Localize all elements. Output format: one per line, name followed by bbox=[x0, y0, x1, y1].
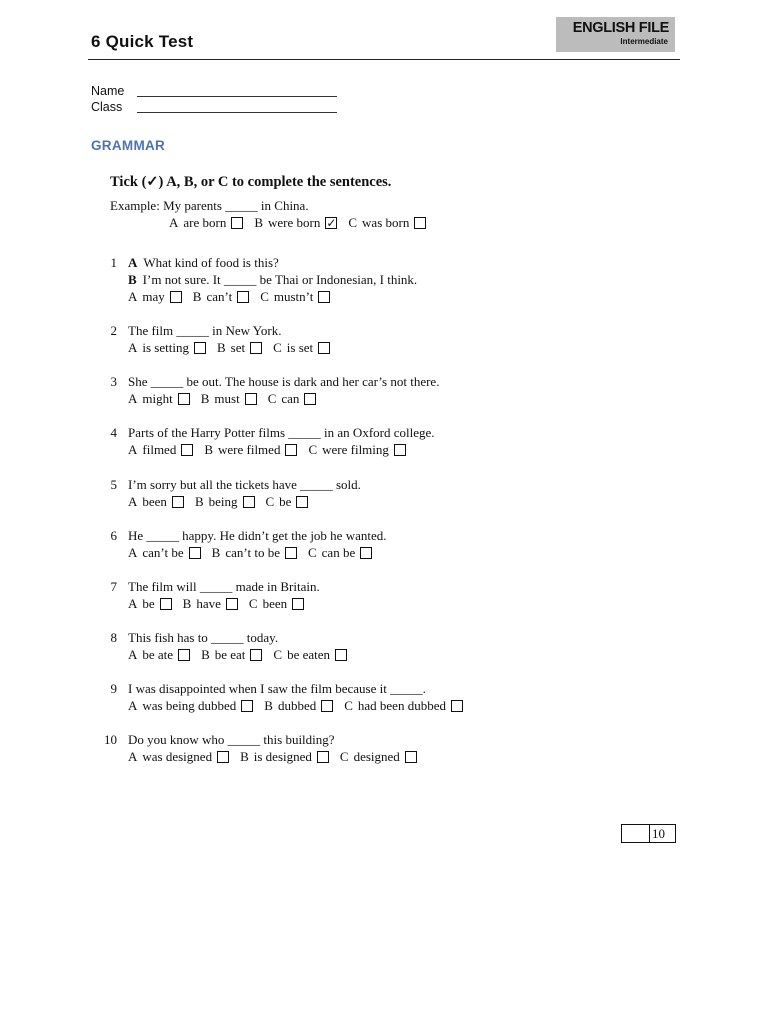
name-label: Name bbox=[91, 84, 125, 98]
question-number: 7 bbox=[110, 579, 117, 594]
header-divider bbox=[88, 59, 680, 60]
option-letter: C bbox=[273, 340, 282, 355]
answer-checkbox[interactable] bbox=[172, 496, 184, 508]
option-text: had been dubbed bbox=[357, 698, 446, 713]
answer-checkbox[interactable] bbox=[285, 444, 297, 456]
option-c[interactable] bbox=[268, 391, 317, 407]
answer-options bbox=[128, 596, 315, 612]
question-text bbox=[128, 528, 387, 544]
option-text: set bbox=[230, 340, 246, 355]
question-number: 5 bbox=[110, 477, 117, 492]
option-text: be eat bbox=[214, 647, 246, 662]
option-letter: B bbox=[211, 545, 221, 560]
option-text: filmed bbox=[142, 442, 177, 457]
option-b[interactable] bbox=[264, 698, 333, 714]
option-letter: A bbox=[169, 215, 179, 230]
sentence-text: I’m sorry but all the tickets have _____ sold. bbox=[128, 477, 361, 492]
question-text bbox=[128, 579, 320, 595]
option-text: were born bbox=[268, 215, 321, 230]
option-letter: B bbox=[194, 494, 204, 509]
answer-options bbox=[128, 289, 341, 305]
option-text: may bbox=[142, 289, 165, 304]
answer-checkbox[interactable] bbox=[360, 547, 372, 559]
question-number: 9 bbox=[110, 681, 117, 696]
option-letter: A bbox=[128, 289, 138, 304]
sentence-text: This fish has to _____ today. bbox=[128, 630, 279, 645]
name-field[interactable] bbox=[137, 96, 337, 97]
question-text bbox=[128, 425, 435, 441]
option-letter: C bbox=[339, 749, 349, 764]
option-c[interactable] bbox=[249, 596, 304, 612]
score-total: 10 bbox=[652, 826, 665, 841]
option-letter: A bbox=[128, 340, 138, 355]
option-letter: C bbox=[267, 391, 277, 406]
option-text: can’t to be bbox=[225, 545, 280, 560]
option-text: might bbox=[142, 391, 173, 406]
answer-checkbox[interactable] bbox=[405, 751, 417, 763]
sentence-text: She _____ be out. The house is dark and her car’s not there. bbox=[128, 374, 440, 389]
option-text: was designed bbox=[142, 749, 213, 764]
section-heading: GRAMMAR bbox=[91, 138, 166, 153]
question-text bbox=[128, 374, 439, 390]
answer-checkbox[interactable] bbox=[245, 393, 257, 405]
sentence-text: He _____ happy. He didn’t get the job he wanted. bbox=[128, 528, 387, 543]
option-b[interactable] bbox=[195, 494, 255, 510]
option-a[interactable] bbox=[128, 391, 190, 407]
option-text: were filmed bbox=[218, 442, 281, 457]
answer-checkbox[interactable] bbox=[304, 393, 316, 405]
option-text: was being dubbed bbox=[142, 698, 237, 713]
option-letter: C bbox=[307, 545, 317, 560]
option-letter: A bbox=[128, 442, 138, 457]
sentence-text: Do you know who _____ this building? bbox=[128, 732, 335, 747]
question-number: 1 bbox=[110, 255, 117, 270]
option-b[interactable] bbox=[254, 215, 337, 231]
sentence-text: The film will _____ made in Britain. bbox=[128, 579, 320, 594]
answer-checkbox[interactable] bbox=[414, 217, 426, 229]
answer-options bbox=[128, 545, 383, 561]
option-letter: B bbox=[192, 289, 202, 304]
question-number: 8 bbox=[110, 630, 117, 645]
question-number: 2 bbox=[110, 323, 117, 338]
speaker-label: A bbox=[128, 255, 138, 270]
answer-checkbox[interactable] bbox=[318, 291, 330, 303]
option-letter: C bbox=[308, 442, 318, 457]
option-c[interactable] bbox=[273, 340, 330, 356]
page-title: 6 Quick Test bbox=[91, 32, 194, 51]
answer-checkbox[interactable] bbox=[317, 751, 329, 763]
option-text: been bbox=[142, 494, 167, 509]
answer-checkbox[interactable] bbox=[178, 393, 190, 405]
answer-checkbox[interactable] bbox=[160, 598, 172, 610]
example-prompt: Example: My parents _____ in China. bbox=[110, 198, 309, 213]
speaker-label: B bbox=[128, 272, 137, 287]
option-a[interactable] bbox=[128, 545, 201, 561]
option-text: can’t bbox=[206, 289, 233, 304]
option-letter: C bbox=[248, 596, 258, 611]
option-a[interactable] bbox=[169, 215, 243, 231]
option-text: is setting bbox=[142, 340, 189, 355]
option-letter: B bbox=[240, 749, 249, 764]
answer-options bbox=[128, 698, 474, 714]
answer-options bbox=[128, 749, 428, 765]
option-c[interactable] bbox=[340, 749, 417, 765]
answer-checkbox[interactable] bbox=[394, 444, 406, 456]
option-text: designed bbox=[353, 749, 400, 764]
option-a[interactable] bbox=[128, 596, 172, 612]
option-letter: A bbox=[128, 749, 138, 764]
answer-checkbox[interactable] bbox=[292, 598, 304, 610]
sentence-text: I was disappointed when I saw the film because it _____. bbox=[128, 681, 426, 696]
question-number: 3 bbox=[110, 374, 117, 389]
option-text: been bbox=[262, 596, 288, 611]
answer-checkbox[interactable] bbox=[451, 700, 463, 712]
option-letter: A bbox=[128, 698, 138, 713]
answer-options bbox=[128, 391, 327, 407]
answer-options bbox=[128, 494, 319, 510]
option-a[interactable] bbox=[128, 442, 193, 458]
option-letter: A bbox=[128, 391, 138, 406]
sentence-text: I’m not sure. It _____ be Thai or Indonesian, I think. bbox=[142, 272, 418, 287]
answer-options bbox=[128, 340, 341, 356]
option-text: can bbox=[281, 391, 300, 406]
sentence-text: What kind of food is this? bbox=[143, 255, 279, 270]
option-c[interactable] bbox=[266, 494, 309, 510]
option-text: can be bbox=[321, 545, 356, 560]
answer-checkbox[interactable] bbox=[226, 598, 238, 610]
option-b[interactable] bbox=[217, 340, 262, 356]
option-text: being bbox=[208, 494, 238, 509]
score-box bbox=[621, 824, 676, 843]
class-label: Class bbox=[91, 100, 123, 114]
option-letter: C bbox=[260, 289, 269, 304]
sentence-text: Parts of the Harry Potter films _____ in an Oxford college. bbox=[128, 425, 435, 440]
answer-checkbox[interactable] bbox=[318, 342, 330, 354]
option-text: is designed bbox=[253, 749, 312, 764]
score-input[interactable] bbox=[622, 825, 650, 842]
answer-checkbox[interactable] bbox=[231, 217, 243, 229]
answer-checkbox[interactable] bbox=[170, 291, 182, 303]
option-c[interactable] bbox=[344, 698, 463, 714]
option-b[interactable] bbox=[201, 647, 262, 663]
checked-checkbox[interactable] bbox=[325, 217, 337, 229]
instruction: Tick (✓) A, B, or C to complete the sentences. bbox=[110, 174, 392, 190]
option-a[interactable] bbox=[128, 340, 206, 356]
option-letter: B bbox=[204, 442, 213, 457]
option-text: is set bbox=[286, 340, 314, 355]
option-c[interactable] bbox=[348, 215, 426, 231]
option-a[interactable] bbox=[128, 494, 184, 510]
question-number: 4 bbox=[110, 425, 117, 440]
option-letter: B bbox=[201, 647, 210, 662]
answer-checkbox[interactable] bbox=[250, 342, 262, 354]
option-text: can’t be bbox=[142, 545, 184, 560]
option-a[interactable] bbox=[128, 647, 190, 663]
option-c[interactable] bbox=[260, 289, 330, 305]
option-text: dubbed bbox=[277, 698, 317, 713]
option-b[interactable] bbox=[212, 545, 297, 561]
answer-options bbox=[128, 647, 358, 663]
option-b[interactable] bbox=[240, 749, 329, 765]
option-letter: A bbox=[128, 596, 138, 611]
sentence-text: The film _____ in New York. bbox=[128, 323, 282, 338]
option-text: have bbox=[196, 596, 221, 611]
logo-title: ENGLISH FILE bbox=[572, 20, 669, 36]
option-text: be bbox=[279, 494, 292, 509]
option-a[interactable] bbox=[128, 698, 253, 714]
option-a[interactable] bbox=[128, 289, 182, 305]
answer-checkbox[interactable] bbox=[321, 700, 333, 712]
option-letter: C bbox=[348, 215, 358, 230]
option-letter: B bbox=[254, 215, 264, 230]
option-letter: A bbox=[128, 647, 138, 662]
option-letter: B bbox=[264, 698, 273, 713]
option-a[interactable] bbox=[128, 749, 229, 765]
answer-checkbox[interactable] bbox=[250, 649, 262, 661]
answer-checkbox[interactable] bbox=[241, 700, 253, 712]
example-options bbox=[169, 215, 437, 231]
answer-checkbox[interactable] bbox=[335, 649, 347, 661]
class-field[interactable] bbox=[137, 112, 337, 113]
option-letter: C bbox=[265, 494, 275, 509]
option-text: be bbox=[142, 596, 155, 611]
option-c[interactable] bbox=[273, 647, 347, 663]
answer-checkbox[interactable] bbox=[194, 342, 206, 354]
answer-checkbox[interactable] bbox=[243, 496, 255, 508]
answer-checkbox[interactable] bbox=[178, 649, 190, 661]
question-text bbox=[128, 681, 426, 697]
option-text: was born bbox=[362, 215, 410, 230]
option-letter: A bbox=[128, 494, 138, 509]
question-number: 10 bbox=[104, 732, 117, 747]
answer-checkbox[interactable] bbox=[189, 547, 201, 559]
option-b[interactable] bbox=[193, 289, 249, 305]
option-letter: A bbox=[128, 545, 138, 560]
option-text: were filming bbox=[322, 442, 389, 457]
question-text bbox=[128, 477, 361, 493]
option-c[interactable] bbox=[308, 545, 372, 561]
logo-subtitle: Intermediate bbox=[620, 37, 668, 46]
answer-checkbox[interactable] bbox=[217, 751, 229, 763]
option-b[interactable] bbox=[201, 391, 257, 407]
option-letter: B bbox=[216, 340, 226, 355]
option-b[interactable] bbox=[183, 596, 238, 612]
option-letter: B bbox=[200, 391, 210, 406]
option-letter: C bbox=[344, 698, 353, 713]
option-c[interactable] bbox=[308, 442, 405, 458]
question-text bbox=[128, 630, 278, 646]
answer-checkbox[interactable] bbox=[296, 496, 308, 508]
answer-checkbox[interactable] bbox=[181, 444, 193, 456]
answer-checkbox[interactable] bbox=[285, 547, 297, 559]
question-text bbox=[128, 255, 279, 271]
option-text: must bbox=[214, 391, 240, 406]
question-text bbox=[128, 732, 335, 748]
option-text: be eaten bbox=[287, 647, 331, 662]
option-text: be ate bbox=[142, 647, 174, 662]
option-text: mustn’t bbox=[273, 289, 314, 304]
question-text bbox=[128, 272, 417, 288]
answer-checkbox[interactable] bbox=[237, 291, 249, 303]
option-text: are born bbox=[183, 215, 227, 230]
option-b[interactable] bbox=[204, 442, 297, 458]
question-text bbox=[128, 323, 281, 339]
answer-options bbox=[128, 442, 417, 458]
question-number: 6 bbox=[110, 528, 117, 543]
english-file-logo bbox=[556, 17, 675, 52]
option-letter: B bbox=[182, 596, 192, 611]
option-letter: C bbox=[273, 647, 283, 662]
